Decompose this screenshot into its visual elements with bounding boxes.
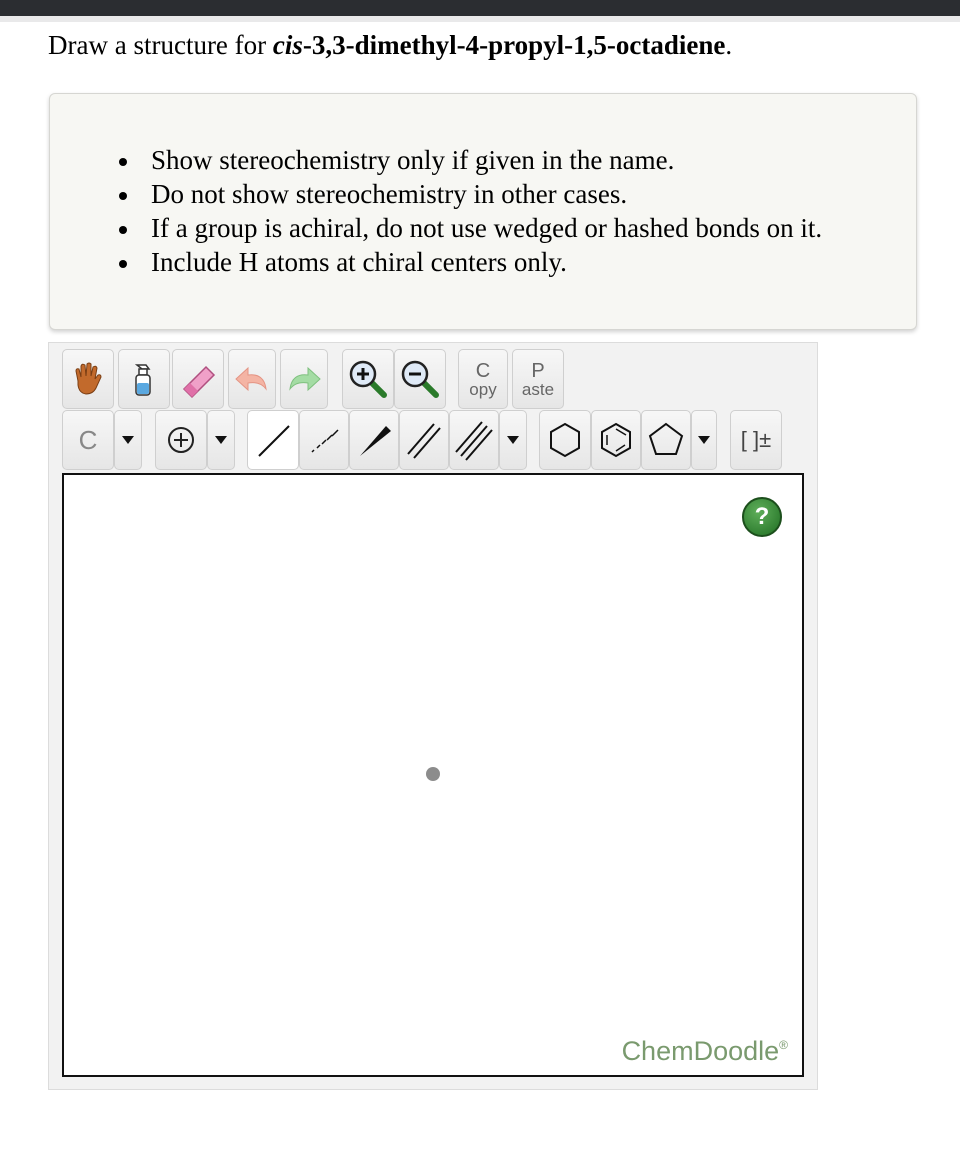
help-button[interactable]: ? (742, 497, 782, 537)
zoom-in-icon (346, 357, 390, 401)
charge-dropdown[interactable] (207, 410, 235, 470)
triple-bond-button[interactable] (449, 410, 499, 470)
redo-button[interactable] (280, 349, 328, 409)
single-bond-button[interactable] (247, 410, 299, 470)
drawing-canvas[interactable] (62, 473, 804, 1077)
ring-dropdown[interactable] (691, 410, 717, 470)
top-divider (0, 16, 960, 22)
benzene-button[interactable] (591, 410, 641, 470)
cyclopentane-button[interactable] (641, 410, 691, 470)
chevron-down-icon (121, 435, 135, 445)
wedge-bond-button[interactable] (349, 410, 399, 470)
double-bond-icon (402, 418, 446, 462)
zoom-out-icon (398, 357, 442, 401)
zoom-out-button[interactable] (394, 349, 446, 409)
benzene-icon (596, 420, 636, 460)
hexagon-icon (545, 420, 585, 460)
element-carbon-button[interactable]: C (62, 410, 114, 470)
hashed-bond-icon (302, 418, 346, 462)
bond-dropdown[interactable] (499, 410, 527, 470)
plus-charge-icon (165, 424, 197, 456)
redo-arrow-icon (284, 359, 324, 399)
clear-button[interactable] (118, 349, 170, 409)
paste-button[interactable]: P aste (512, 349, 564, 409)
compound-name: -3,3-dimethyl-4-propyl-1,5-octadiene (302, 30, 726, 60)
pentagon-icon (646, 420, 686, 460)
undo-button[interactable] (228, 349, 276, 409)
instruction-item: Show stereochemistry only if given in the name. (115, 143, 822, 177)
origin-dot (426, 767, 440, 781)
wedge-bond-icon (352, 418, 396, 462)
eraser-button[interactable] (172, 349, 224, 409)
zoom-in-button[interactable] (342, 349, 394, 409)
question-text: Draw a structure for cis-3,3-dimethyl-4-propyl-1,5-octadiene. (48, 30, 733, 60)
instruction-item: Do not show stereochemistry in other cases. (115, 177, 822, 211)
element-dropdown[interactable] (114, 410, 142, 470)
cyclohexane-button[interactable] (539, 410, 591, 470)
eraser-icon (176, 359, 220, 399)
browser-top-bar (0, 0, 960, 16)
bracket-charge-button[interactable]: [ ]± (730, 410, 782, 470)
instructions-list (115, 143, 822, 279)
triple-bond-icon (452, 418, 496, 462)
hashed-bond-button[interactable] (299, 410, 349, 470)
undo-arrow-icon (232, 359, 272, 399)
double-bond-button[interactable] (399, 410, 449, 470)
hand-icon (68, 359, 108, 399)
single-bond-icon (251, 418, 295, 462)
stereo-descriptor: cis (272, 30, 303, 60)
spray-bottle-icon (124, 359, 164, 399)
copy-button[interactable]: C opy (458, 349, 508, 409)
chevron-down-icon (506, 435, 520, 445)
charge-plus-button[interactable] (155, 410, 207, 470)
instruction-item: Include H atoms at chiral centers only. (115, 245, 822, 279)
pan-hand-button[interactable] (62, 349, 114, 409)
chemdoodle-logo: ChemDoodle® (621, 1036, 788, 1066)
chemdoodle-editor (48, 342, 818, 1090)
instruction-item: If a group is achiral, do not use wedged or hashed bonds on it. (115, 211, 822, 245)
chevron-down-icon (214, 435, 228, 445)
instructions-panel (49, 93, 917, 330)
chevron-down-icon (697, 435, 711, 445)
